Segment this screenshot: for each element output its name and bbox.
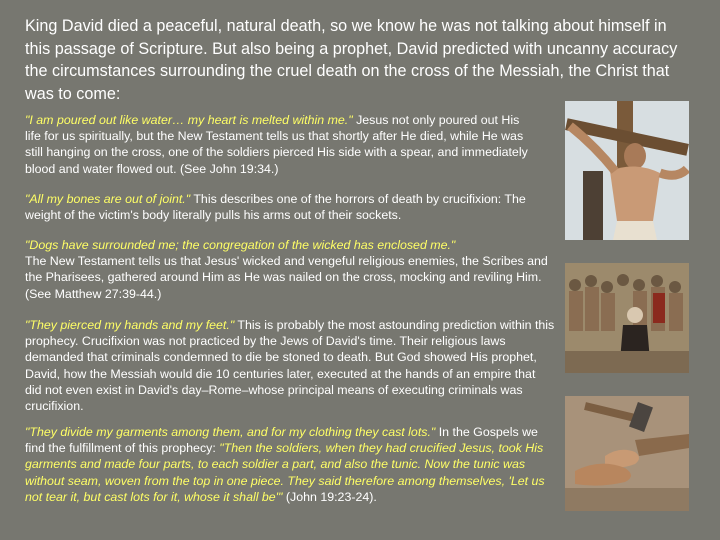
prophecy-quote: "They divide my garments among them, and for my clothing they cast lots."	[25, 425, 436, 439]
crowd-photo	[565, 263, 689, 373]
prophecy-quote: "They pierced my hands and my feet."	[25, 318, 235, 332]
prophecy-text: The New Testament tells us that Jesus' wicked and vengeful religious enemies, the Scribes and the Pharisees, gathered around Him as He was nailed on the cross, mocking and reviling Him. (See Matthew 27:39-44.)	[25, 254, 548, 301]
gospel-quote: "Then the soldiers, when they had crucified Jesus, took His garments and made four parts, to each soldier a part, and also the tunic. Now the tunic was without seam, woven from the top in one piece. They said therefore among themselves, 'Let us not tear it, but cast lots for it, whose it shall be'"	[25, 441, 545, 504]
prophecy-quote: "I am poured out like water… my heart is melted within me."	[25, 113, 353, 127]
prophecy-section-pierced	[25, 317, 555, 414]
nail-hands-illustration	[565, 396, 689, 511]
prophecy-section-water	[25, 112, 535, 177]
prophecy-text: In the Gospels we find the fulfillment of this prophecy:	[25, 425, 538, 456]
crucifixion-photo	[565, 101, 689, 240]
prophecy-text: This describes one of the horrors of death by crucifixion: The weight of the victim's body literally pulls his arms out of their sockets.	[25, 192, 526, 223]
prophecy-section-garments	[25, 424, 545, 505]
prophecy-quote: "Dogs have surrounded me; the congregation of the wicked has enclosed me."	[25, 238, 456, 252]
prophecy-text: This is probably the most astounding prediction within this prophecy. Crucifixion was not practiced by the Jews of David's time. Their religious laws demanded that criminals condemned to die be stoned to death. But God showed His prophet, David, how the Messiah would die 10 centuries later, executed at the hands of an empire that did not even exist in David's day–Rome–whose principal means of executing criminals was crucifixion.	[25, 318, 555, 414]
prophecy-quote: "All my bones are out of joint."	[25, 192, 191, 206]
crucifixion-illustration	[565, 101, 689, 240]
gospel-reference: (John 19:23-24).	[282, 489, 377, 504]
prophecy-text: Jesus not only poured out His life for us spiritually, but the New Testament tells us that shortly after He died, while He was still hanging on the cross, one of the soldiers pierced His side with a spear, and immediately blood and water flowed out. (See John 19:34.)	[25, 113, 528, 176]
prophecy-section-bones	[25, 191, 555, 223]
intro-paragraph: King David died a peaceful, natural death, so we know he was not talking about himself in this passage of Scripture. But also being a prophet, David predicted with uncanny accuracy the circumstances surrounding the cruel death on the cross of the Messiah, the Christ that was to come:	[25, 17, 678, 103]
prophecy-section-dogs	[25, 237, 555, 302]
crowd-illustration	[565, 263, 689, 373]
nail-hands-photo	[565, 396, 689, 511]
